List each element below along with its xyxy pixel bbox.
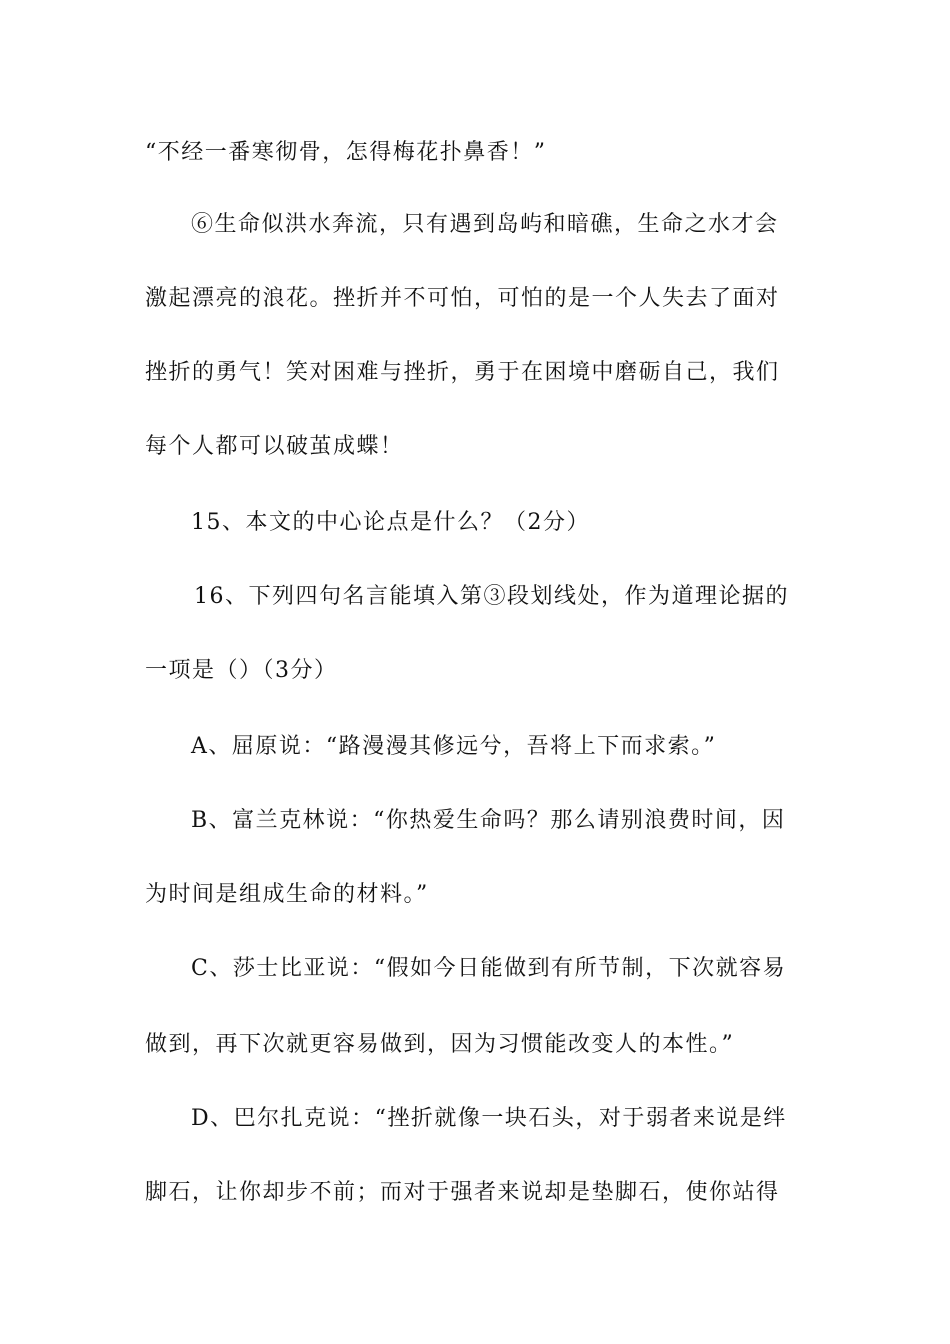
- text-line-quote: “不经一番寒彻骨，怎得梅花扑鼻香！”: [145, 140, 547, 165]
- text-line: 每个人都可以破茧成蝶！: [145, 434, 404, 459]
- text-line: 为时间是组成生命的材料。”: [145, 882, 429, 907]
- text-line: 激起漂亮的浪花。挫折并不可怕，可怕的是一个人失去了面对: [145, 286, 780, 311]
- text-line: 挫折的勇气！笑对困难与挫折，勇于在困境中磨砺自己，我们: [145, 360, 780, 385]
- text-line: 一项是（）（3分）: [145, 658, 338, 683]
- option-c: C、莎士比亚说：“假如今日能做到有所节制，下次就容易: [191, 956, 787, 981]
- option-a: A、屈原说：“路漫漫其修远兮，吾将上下而求索。”: [191, 734, 717, 759]
- text-line: 脚石，让你却步不前；而对于强者来说却是垫脚石，使你站得: [145, 1180, 780, 1205]
- question-16: 16、下列四句名言能填入第③段划线处，作为道理论据的: [194, 584, 789, 609]
- question-15: 15、本文的中心论点是什么？（2分）: [191, 510, 590, 535]
- text-line: 做到，再下次就更容易做到，因为习惯能改变人的本性。”: [145, 1032, 735, 1057]
- option-b: B、富兰克林说：“你热爱生命吗？那么请别浪费时间，因: [191, 808, 786, 833]
- text-line-paragraph-6-start: ⑥生命似洪水奔流，只有遇到岛屿和暗礁，生命之水才会: [191, 212, 779, 237]
- option-d: D、巴尔扎克说：“挫折就像一块石头，对于弱者来说是绊: [191, 1106, 787, 1131]
